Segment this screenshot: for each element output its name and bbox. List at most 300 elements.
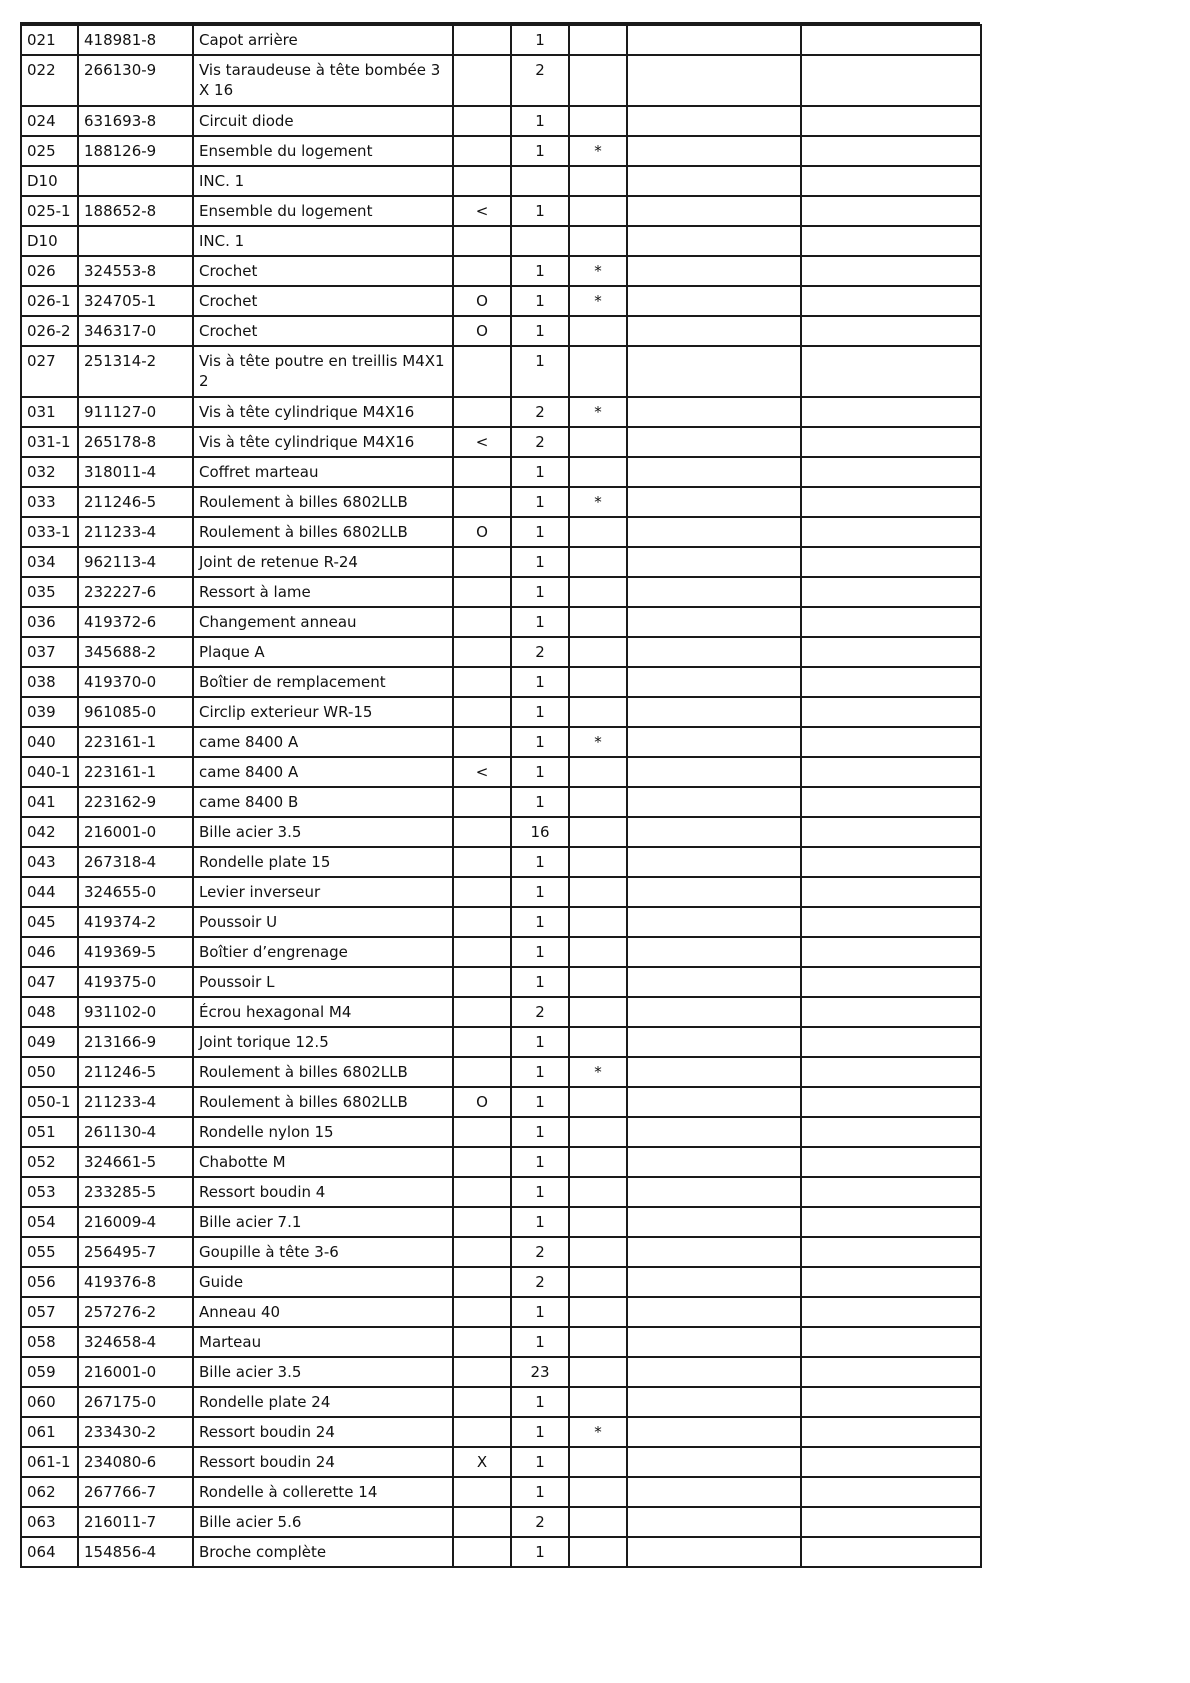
mark-cell (569, 457, 627, 487)
part-number-cell: 233430-2 (78, 1417, 193, 1447)
interchange-note-cell (453, 637, 511, 667)
item-number-cell: 054 (21, 1207, 78, 1237)
table-row (21, 787, 981, 817)
table-row (21, 346, 981, 397)
quantity-cell: 1 (511, 286, 569, 316)
empty-cell (801, 316, 981, 346)
quantity-cell: 1 (511, 757, 569, 787)
item-number-cell: 026-1 (21, 286, 78, 316)
mark-cell (569, 757, 627, 787)
part-number-cell: 419376-8 (78, 1267, 193, 1297)
quantity-cell: 1 (511, 517, 569, 547)
empty-cell (627, 937, 801, 967)
parts-table (20, 24, 982, 1568)
part-number-cell (78, 166, 193, 196)
interchange-note-cell (453, 1357, 511, 1387)
quantity-cell: 1 (511, 346, 569, 397)
interchange-note-cell (453, 1417, 511, 1447)
part-number-cell: 419370-0 (78, 667, 193, 697)
empty-cell (801, 877, 981, 907)
interchange-note-cell (453, 226, 511, 256)
description-cell: Roulement à billes 6802LLB (193, 517, 453, 547)
empty-cell (627, 136, 801, 166)
part-number-cell: 232227-6 (78, 577, 193, 607)
item-number-cell: 051 (21, 1117, 78, 1147)
item-number-cell: 027 (21, 346, 78, 397)
quantity-cell: 1 (511, 1087, 569, 1117)
mark-cell (569, 55, 627, 106)
quantity-cell (511, 226, 569, 256)
empty-cell (801, 55, 981, 106)
part-number-cell: 233285-5 (78, 1177, 193, 1207)
part-number-cell: 324705-1 (78, 286, 193, 316)
empty-cell (627, 1447, 801, 1477)
quantity-cell: 1 (511, 1327, 569, 1357)
empty-cell (801, 1057, 981, 1087)
mark-cell (569, 346, 627, 397)
mark-cell (569, 1087, 627, 1117)
part-number-cell: 211233-4 (78, 1087, 193, 1117)
empty-cell (627, 1417, 801, 1447)
empty-cell (801, 577, 981, 607)
mark-cell (569, 196, 627, 226)
description-cell: Vis à tête poutre en treillis M4X1 2 (193, 346, 453, 397)
mark-cell (569, 1177, 627, 1207)
quantity-cell: 1 (511, 196, 569, 226)
empty-cell (801, 1027, 981, 1057)
description-cell: Anneau 40 (193, 1297, 453, 1327)
empty-cell (801, 196, 981, 226)
empty-cell (801, 427, 981, 457)
quantity-cell: 1 (511, 1207, 569, 1237)
table-row (21, 907, 981, 937)
empty-cell (801, 1297, 981, 1327)
item-number-cell: 025-1 (21, 196, 78, 226)
empty-cell (627, 427, 801, 457)
part-number-cell: 346317-0 (78, 316, 193, 346)
table-row (21, 1147, 981, 1177)
item-number-cell: 033 (21, 487, 78, 517)
part-number-cell: 216011-7 (78, 1507, 193, 1537)
item-number-cell: 042 (21, 817, 78, 847)
part-number-cell: 418981-8 (78, 25, 193, 55)
interchange-note-cell (453, 457, 511, 487)
mark-cell (569, 316, 627, 346)
table-row (21, 106, 981, 136)
item-number-cell: 064 (21, 1537, 78, 1567)
mark-cell (569, 577, 627, 607)
empty-cell (627, 907, 801, 937)
empty-cell (627, 577, 801, 607)
mark-cell (569, 1207, 627, 1237)
mark-cell (569, 1537, 627, 1567)
empty-cell (801, 547, 981, 577)
item-number-cell: 043 (21, 847, 78, 877)
description-cell: Coffret marteau (193, 457, 453, 487)
description-cell: Circlip exterieur WR-15 (193, 697, 453, 727)
empty-cell (801, 1537, 981, 1567)
item-number-cell: 033-1 (21, 517, 78, 547)
table-row (21, 547, 981, 577)
empty-cell (801, 817, 981, 847)
empty-cell (627, 847, 801, 877)
interchange-note-cell (453, 55, 511, 106)
item-number-cell: 063 (21, 1507, 78, 1537)
interchange-note-cell (453, 997, 511, 1027)
description-cell: Circuit diode (193, 106, 453, 136)
part-number-cell: 324661-5 (78, 1147, 193, 1177)
description-cell: Roulement à billes 6802LLB (193, 1057, 453, 1087)
part-number-cell: 223162-9 (78, 787, 193, 817)
table-row (21, 226, 981, 256)
mark-cell (569, 427, 627, 457)
empty-cell (801, 106, 981, 136)
item-number-cell: 037 (21, 637, 78, 667)
table-row (21, 1357, 981, 1387)
description-cell: Poussoir U (193, 907, 453, 937)
item-number-cell: 041 (21, 787, 78, 817)
quantity-cell: 1 (511, 577, 569, 607)
table-row (21, 316, 981, 346)
mark-cell: * (569, 1417, 627, 1447)
item-number-cell: 053 (21, 1177, 78, 1207)
item-number-cell: 026 (21, 256, 78, 286)
mark-cell (569, 517, 627, 547)
description-cell: Vis taraudeuse à tête bombée 3X 16 (193, 55, 453, 106)
description-cell: Roulement à billes 6802LLB (193, 487, 453, 517)
interchange-note-cell (453, 1147, 511, 1177)
description-cell: came 8400 A (193, 727, 453, 757)
mark-cell (569, 877, 627, 907)
table-row (21, 25, 981, 55)
table-row (21, 1507, 981, 1537)
item-number-cell: 046 (21, 937, 78, 967)
description-cell: Boîtier d’engrenage (193, 937, 453, 967)
mark-cell (569, 1447, 627, 1477)
description-cell: Bille acier 3.5 (193, 817, 453, 847)
part-number-cell: 419374-2 (78, 907, 193, 937)
empty-cell (627, 1327, 801, 1357)
interchange-note-cell (453, 727, 511, 757)
table-row (21, 727, 981, 757)
empty-cell (627, 757, 801, 787)
empty-cell (627, 1177, 801, 1207)
table-row (21, 1297, 981, 1327)
empty-cell (801, 607, 981, 637)
empty-cell (627, 1537, 801, 1567)
quantity-cell: 1 (511, 1117, 569, 1147)
empty-cell (627, 997, 801, 1027)
part-number-cell: 216009-4 (78, 1207, 193, 1237)
empty-cell (627, 1087, 801, 1117)
item-number-cell: 031 (21, 397, 78, 427)
empty-cell (801, 907, 981, 937)
empty-cell (801, 487, 981, 517)
interchange-note-cell (453, 667, 511, 697)
part-number-cell: 324553-8 (78, 256, 193, 286)
empty-cell (801, 166, 981, 196)
quantity-cell: 1 (511, 1147, 569, 1177)
description-cell: Ensemble du logement (193, 196, 453, 226)
empty-cell (627, 1147, 801, 1177)
mark-cell: * (569, 286, 627, 316)
description-cell: Rondelle à collerette 14 (193, 1477, 453, 1507)
empty-cell (801, 1237, 981, 1267)
item-number-cell: 035 (21, 577, 78, 607)
quantity-cell: 1 (511, 136, 569, 166)
table-row (21, 817, 981, 847)
part-number-cell: 213166-9 (78, 1027, 193, 1057)
table-row (21, 1207, 981, 1237)
empty-cell (801, 397, 981, 427)
interchange-note-cell (453, 847, 511, 877)
table-row (21, 166, 981, 196)
part-number-cell: 324658-4 (78, 1327, 193, 1357)
quantity-cell: 1 (511, 106, 569, 136)
item-number-cell: 044 (21, 877, 78, 907)
table-row (21, 427, 981, 457)
empty-cell (801, 697, 981, 727)
table-row (21, 1027, 981, 1057)
interchange-note-cell (453, 607, 511, 637)
part-number-cell: 266130-9 (78, 55, 193, 106)
mark-cell (569, 166, 627, 196)
quantity-cell: 2 (511, 55, 569, 106)
table-row (21, 457, 981, 487)
description-cell: Broche complète (193, 1537, 453, 1567)
interchange-note-cell (453, 1177, 511, 1207)
description-cell: Joint de retenue R-24 (193, 547, 453, 577)
empty-cell (801, 1327, 981, 1357)
item-number-cell: 031-1 (21, 427, 78, 457)
quantity-cell: 1 (511, 877, 569, 907)
description-cell: INC. 1 (193, 226, 453, 256)
description-cell: Crochet (193, 256, 453, 286)
part-number-cell: 211246-5 (78, 1057, 193, 1087)
description-cell: Levier inverseur (193, 877, 453, 907)
mark-cell (569, 637, 627, 667)
table-row (21, 1417, 981, 1447)
interchange-note-cell: O (453, 316, 511, 346)
quantity-cell: 1 (511, 1387, 569, 1417)
item-number-cell: D10 (21, 226, 78, 256)
empty-cell (801, 1207, 981, 1237)
empty-cell (801, 517, 981, 547)
empty-cell (801, 847, 981, 877)
table-row (21, 967, 981, 997)
mark-cell (569, 1267, 627, 1297)
empty-cell (801, 967, 981, 997)
table-row (21, 517, 981, 547)
item-number-cell: 026-2 (21, 316, 78, 346)
quantity-cell: 1 (511, 607, 569, 637)
quantity-cell: 1 (511, 316, 569, 346)
empty-cell (627, 727, 801, 757)
item-number-cell: 061-1 (21, 1447, 78, 1477)
table-row (21, 196, 981, 226)
empty-cell (801, 286, 981, 316)
quantity-cell (511, 166, 569, 196)
quantity-cell: 1 (511, 1477, 569, 1507)
mark-cell (569, 106, 627, 136)
item-number-cell: 032 (21, 457, 78, 487)
empty-cell (801, 757, 981, 787)
mark-cell (569, 937, 627, 967)
description-cell: came 8400 B (193, 787, 453, 817)
item-number-cell: 034 (21, 547, 78, 577)
table-row (21, 877, 981, 907)
empty-cell (627, 106, 801, 136)
interchange-note-cell (453, 907, 511, 937)
description-cell: Ensemble du logement (193, 136, 453, 166)
mark-cell (569, 25, 627, 55)
part-number-cell: 324655-0 (78, 877, 193, 907)
item-number-cell: 055 (21, 1237, 78, 1267)
mark-cell (569, 1357, 627, 1387)
part-number-cell: 223161-1 (78, 757, 193, 787)
item-number-cell: 061 (21, 1417, 78, 1447)
interchange-note-cell (453, 697, 511, 727)
empty-cell (627, 697, 801, 727)
quantity-cell: 2 (511, 1237, 569, 1267)
interchange-note-cell: O (453, 286, 511, 316)
empty-cell (627, 517, 801, 547)
empty-cell (627, 967, 801, 997)
item-number-cell: 056 (21, 1267, 78, 1297)
interchange-note-cell (453, 817, 511, 847)
description-cell: Joint torique 12.5 (193, 1027, 453, 1057)
empty-cell (627, 817, 801, 847)
empty-cell (801, 667, 981, 697)
mark-cell (569, 787, 627, 817)
quantity-cell: 1 (511, 1537, 569, 1567)
interchange-note-cell (453, 136, 511, 166)
interchange-note-cell: < (453, 427, 511, 457)
item-number-cell: 039 (21, 697, 78, 727)
description-cell: Ressort boudin 4 (193, 1177, 453, 1207)
mark-cell (569, 697, 627, 727)
mark-cell (569, 1507, 627, 1537)
part-number-cell: 345688-2 (78, 637, 193, 667)
quantity-cell: 23 (511, 1357, 569, 1387)
item-number-cell: 060 (21, 1387, 78, 1417)
empty-cell (627, 487, 801, 517)
empty-cell (627, 787, 801, 817)
empty-cell (801, 1267, 981, 1297)
part-number-cell: 188652-8 (78, 196, 193, 226)
table-row (21, 1267, 981, 1297)
interchange-note-cell (453, 1477, 511, 1507)
mark-cell: * (569, 1057, 627, 1087)
empty-cell (801, 937, 981, 967)
empty-cell (627, 1477, 801, 1507)
mark-cell (569, 1387, 627, 1417)
empty-cell (801, 346, 981, 397)
item-number-cell: 040-1 (21, 757, 78, 787)
quantity-cell: 1 (511, 487, 569, 517)
table-row (21, 1057, 981, 1087)
interchange-note-cell (453, 1507, 511, 1537)
mark-cell (569, 607, 627, 637)
interchange-note-cell (453, 547, 511, 577)
interchange-note-cell: < (453, 196, 511, 226)
description-cell: Boîtier de remplacement (193, 667, 453, 697)
empty-cell (627, 25, 801, 55)
empty-cell (627, 286, 801, 316)
empty-cell (801, 1147, 981, 1177)
mark-cell: * (569, 727, 627, 757)
description-cell: Ressort boudin 24 (193, 1417, 453, 1447)
table-row (21, 697, 981, 727)
item-number-cell: 057 (21, 1297, 78, 1327)
table-row (21, 1447, 981, 1477)
item-number-cell: 059 (21, 1357, 78, 1387)
item-number-cell: 025 (21, 136, 78, 166)
item-number-cell: 022 (21, 55, 78, 106)
table-row (21, 397, 981, 427)
table-row (21, 1087, 981, 1117)
description-cell: Vis à tête cylindrique M4X16 (193, 397, 453, 427)
item-number-cell: 050-1 (21, 1087, 78, 1117)
item-number-cell: 048 (21, 997, 78, 1027)
interchange-note-cell (453, 1297, 511, 1327)
part-number-cell: 267318-4 (78, 847, 193, 877)
interchange-note-cell (453, 1537, 511, 1567)
table-row (21, 136, 981, 166)
mark-cell: * (569, 256, 627, 286)
description-cell: Bille acier 5.6 (193, 1507, 453, 1537)
empty-cell (627, 55, 801, 106)
table-row (21, 1537, 981, 1567)
quantity-cell: 1 (511, 1177, 569, 1207)
mark-cell (569, 1147, 627, 1177)
part-number-cell: 265178-8 (78, 427, 193, 457)
interchange-note-cell (453, 1207, 511, 1237)
item-number-cell: 062 (21, 1477, 78, 1507)
quantity-cell: 1 (511, 457, 569, 487)
empty-cell (801, 787, 981, 817)
quantity-cell: 1 (511, 937, 569, 967)
empty-cell (627, 457, 801, 487)
table-row (21, 487, 981, 517)
part-number-cell: 961085-0 (78, 697, 193, 727)
quantity-cell: 2 (511, 1507, 569, 1537)
table-row (21, 286, 981, 316)
mark-cell (569, 1327, 627, 1357)
mark-cell (569, 967, 627, 997)
table-row (21, 256, 981, 286)
mark-cell (569, 1477, 627, 1507)
description-cell: Bille acier 3.5 (193, 1357, 453, 1387)
part-number-cell: 216001-0 (78, 817, 193, 847)
description-cell: INC. 1 (193, 166, 453, 196)
empty-cell (627, 346, 801, 397)
description-cell: Crochet (193, 286, 453, 316)
table-row (21, 667, 981, 697)
interchange-note-cell (453, 106, 511, 136)
part-number-cell: 267766-7 (78, 1477, 193, 1507)
mark-cell (569, 997, 627, 1027)
part-number-cell: 211246-5 (78, 487, 193, 517)
quantity-cell: 1 (511, 1027, 569, 1057)
empty-cell (627, 637, 801, 667)
table-row (21, 637, 981, 667)
description-cell: Ressort à lame (193, 577, 453, 607)
interchange-note-cell (453, 1327, 511, 1357)
description-cell: Goupille à tête 3-6 (193, 1237, 453, 1267)
empty-cell (627, 256, 801, 286)
part-number-cell: 211233-4 (78, 517, 193, 547)
